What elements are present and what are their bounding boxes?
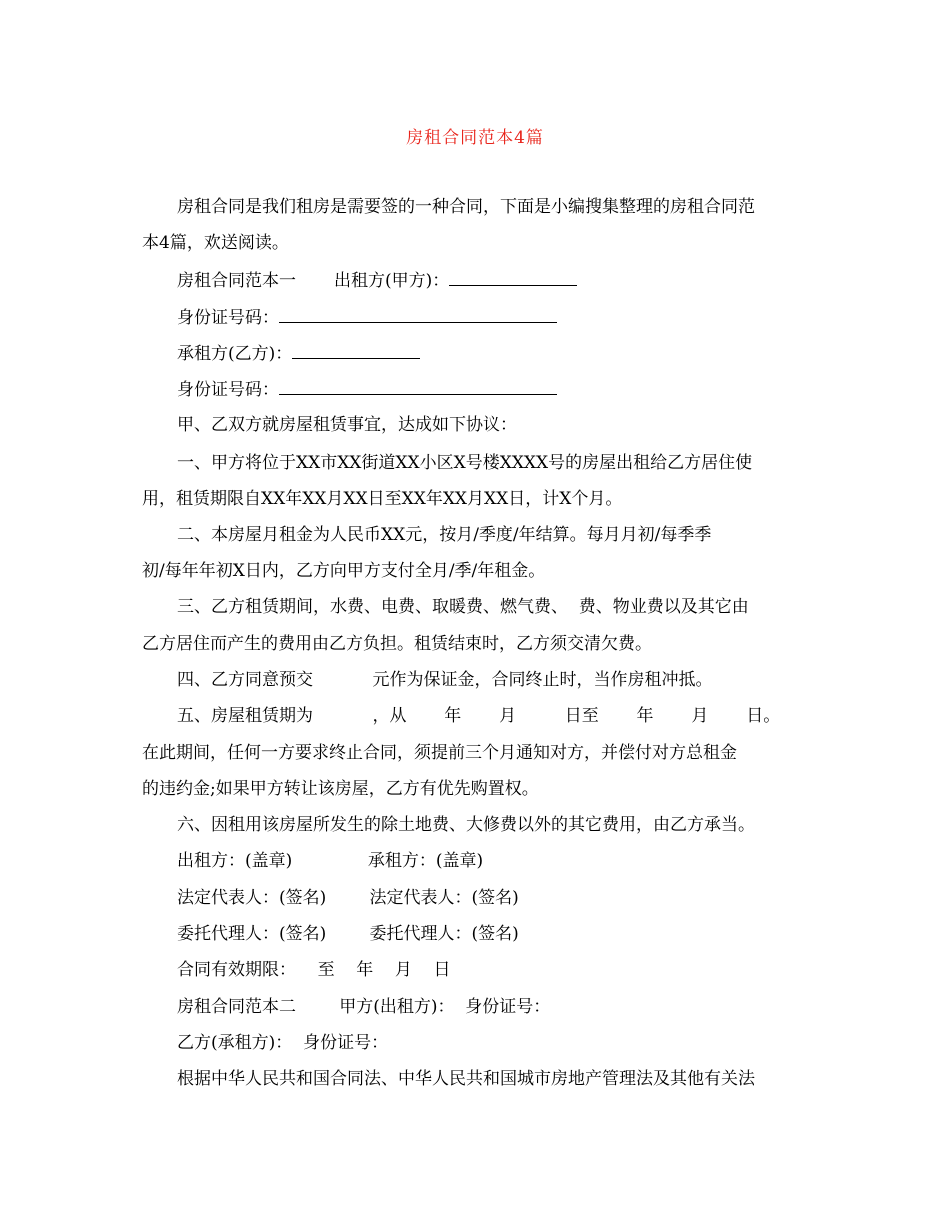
lessor-blank xyxy=(449,268,577,286)
validity-line: 合同有效期限： 至 年 月 日 xyxy=(177,960,451,980)
section2-law-line: 根据中华人民共和国合同法、中华人民共和国城市房地产管理法及其他有关法 xyxy=(177,1069,755,1089)
clause-2-line-2: 初/每年年初X日内，乙方向甲方支付全月/季/年租金。 xyxy=(142,561,546,581)
id2-label: 身份证号码： xyxy=(177,380,279,400)
id1-label: 身份证号码： xyxy=(177,308,279,328)
clause-5-line-1: 五、房屋租赁期为 ，从 年 月 日至 年 月 日。 xyxy=(177,706,781,726)
signature-line-1: 出租方：(盖章) 承租方：(盖章) xyxy=(177,851,484,871)
signature-line-2: 法定代表人：(签名) 法定代表人：(签名) xyxy=(177,888,519,908)
clause-5-line-3: 的违约金;如果甲方转让该房屋，乙方有优先购置权。 xyxy=(142,779,539,799)
clause-2-line-1: 二、本房屋月租金为人民币XX元，按月/季度/年结算。每月月初/每季季 xyxy=(177,525,712,545)
lessee-line xyxy=(177,341,420,366)
clause-6: 六、因租用该房屋所发生的除土地费、大修费以外的其它费用，由乙方承当。 xyxy=(177,815,755,835)
lessor-line xyxy=(177,268,577,293)
signature-line-3: 委托代理人：(签名) 委托代理人：(签名) xyxy=(177,924,519,944)
section2-heading-line: 房租合同范本二 甲方(出租方)： 身份证号： xyxy=(177,997,551,1017)
section1-heading: 房租合同范本一 xyxy=(177,271,296,291)
intro-line-2: 本4篇，欢送阅读。 xyxy=(142,233,289,253)
id1-blank xyxy=(279,305,557,323)
agreement-line: 甲、乙双方就房屋租赁事宜，达成如下协议： xyxy=(177,415,517,435)
clause-3-line-2: 乙方居住而产生的费用由乙方负担。租赁结束时，乙方须交清欠费。 xyxy=(142,634,652,654)
clause-1-line-2: 用，租赁期限自XX年XX月XX日至XX年XX月XX日，计X个月。 xyxy=(142,489,623,509)
id-line-1 xyxy=(177,305,557,330)
clause-5-line-2: 在此期间，任何一方要求终止合同，须提前三个月通知对方，并偿付对方总租金 xyxy=(142,743,737,763)
clause-1-line-1: 一、甲方将位于XX市XX街道XX小区X号楼XXXX号的房屋出租给乙方居住使 xyxy=(177,453,753,473)
clause-4: 四、乙方同意预交 元作为保证金，合同终止时，当作房租冲抵。 xyxy=(177,670,713,690)
lessee-blank xyxy=(292,341,420,359)
page-title: 房租合同范本4篇 xyxy=(406,128,544,148)
lessee-label: 承租方(乙方)： xyxy=(177,344,293,364)
id-line-2 xyxy=(177,377,557,402)
clause-3-line-1: 三、乙方租赁期间，水费、电费、取暖费、燃气费、 费、物业费以及其它由 xyxy=(177,597,749,617)
id2-blank xyxy=(279,377,557,395)
lessor-label: 出租方(甲方)： xyxy=(334,271,450,291)
section2-lessee-line: 乙方(承租方)： 身份证号： xyxy=(177,1033,389,1053)
intro-line-1: 房租合同是我们租房是需要签的一种合同，下面是小编搜集整理的房租合同范 xyxy=(177,197,755,217)
